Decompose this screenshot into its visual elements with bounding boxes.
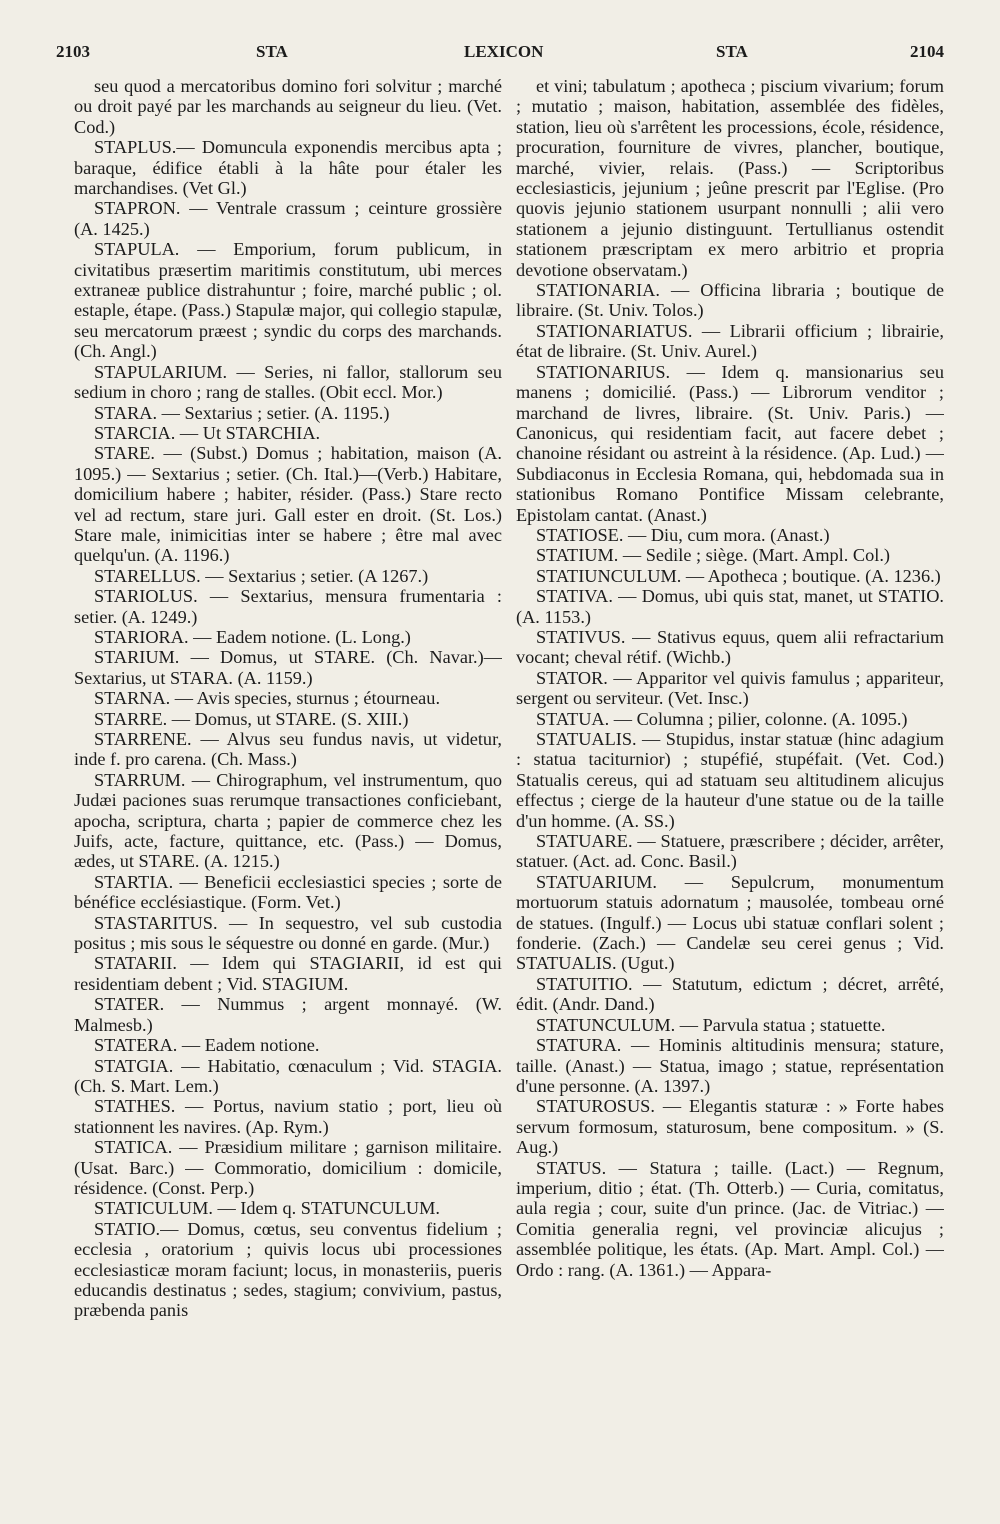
dictionary-entry: STATICULUM. — Idem q. STATUNCULUM.	[94, 1198, 440, 1219]
running-header	[56, 42, 944, 76]
dictionary-entry: STATARII. — Idem qui STAGIARII, id est qui residentiam debent ; Vid. STAGIUM.	[74, 953, 502, 994]
dictionary-entry: STARCIA. — Ut STARCHIA.	[94, 422, 321, 443]
dictionary-entry: STATURA. — Hominis altitudinis mensura; stature, taille. (Anast.) — Statua, imago ; statue, représentation d'une personne. (A. 1397.)	[516, 1035, 944, 1096]
dictionary-entry: STATGIA. — Habitatio, cœnaculum ; Vid. STAGIA. (Ch. S. Mart. Lem.)	[74, 1055, 502, 1096]
dictionary-entry: STATUARIUM. — Sepulcrum, monumentum mortuorum statuis adornatum ; mausolée, tombeau orné de statues. (Ingulf.) — Locus ubi statuæ conflari solent ; fonderie. (Zach.) — Candelæ seu cerei genus ; Vid. STATUALIS. (Ugut.)	[516, 871, 944, 974]
dictionary-entry: STATIVA. — Domus, ubi quis stat, manet, ut STATIO. (A. 1153.)	[516, 586, 944, 627]
dictionary-entry: STASTARITUS. — In sequestro, vel sub custodia positus ; mis sous le séquestre ou donné en garde. (Mur.)	[74, 912, 502, 954]
right-guide-word: STA	[716, 42, 748, 61]
right-column	[516, 76, 944, 1496]
dictionary-entry: STARRENE. — Alvus seu fundus navis, ut videtur, inde f. pro carena. (Ch. Mass.)	[74, 729, 502, 770]
dictionary-entry: STATICA. — Præsidium militare ; garnison militaire. (Usat. Barc.) — Commoratio, domicilium : domicile, résidence. (Const. Perp.)	[74, 1137, 502, 1198]
dictionary-entry: STATHES. — Portus, navium statio ; port, lieu où stationnent les navires. (Ap. Rym.)	[74, 1096, 502, 1137]
dictionary-entry: STATIONARIATUS. — Librarii officium ; librairie, état de libraire. (St. Univ. Aurel.)	[516, 320, 944, 362]
dictionary-entry: STAPRON. — Ventrale crassum ; ceinture grossière (A. 1425.)	[74, 198, 502, 239]
dictionary-entry: STATIUM. — Sedile ; siège. (Mart. Ampl. Col.)	[536, 545, 890, 566]
dictionary-entry: seu quod a mercatoribus domino fori solvitur ; marché ou droit payé par les marchands au seigneur du lieu. (Vet. Cod.)	[74, 76, 502, 137]
dictionary-entry: STATUNCULUM. — Parvula statua ; statuette.	[536, 1014, 886, 1035]
dictionary-entry: STATIO.— Domus, cœtus, seu conventus fidelium ; ecclesia , oratorium ; quivis locus ubi processiones ecclesiasticæ moram faciunt; locus, in monasteriis, pueris educandis destinatus ; sedes, stagium; convivium, pastus, præbenda panis	[74, 1218, 502, 1321]
dictionary-entry: STARTIA. — Beneficii ecclesiastici species ; sorte de bénéfice ecclésiastique. (Form. Vet.)	[74, 871, 502, 913]
dictionary-entry: STATIONARIA. — Officina libraria ; boutique de libraire. (St. Univ. Tolos.)	[516, 280, 944, 321]
dictionary-entry: STARE. — (Subst.) Domus ; habitation, maison (A. 1095.) — Sextarius ; setier. (Ch. Ital.)—(Verb.) Habitare, domicilium habere ; habiter, résider. (Pass.) Stare recto vel ad rectum, stare juri. Gall ester en droit. (St. Los.) Stare male, inimicitias inter se habere ; être mal avec quelqu'un. (A. 1196.)	[74, 443, 502, 566]
dictionary-entry: STARIOLUS. — Sextarius, mensura frumentaria : setier. (A. 1249.)	[74, 586, 502, 627]
left-column	[74, 76, 502, 1496]
dictionary-entry: STARRUM. — Chirographum, vel instrumentum, quo Judæi paciones suas rerumque transactiones conficiebant, apocha, scriptura, charta ; papier de commerce chez les Juifs, acte, facture, quittance, etc. (Pass.) — Domus, ædes, ut STARE. (A. 1215.)	[74, 769, 502, 872]
right-page-number: 2104	[910, 42, 944, 61]
dictionary-entry: STATERA. — Eadem notione.	[94, 1035, 320, 1056]
dictionary-entry: STATUITIO. — Statutum, edictum ; décret, arrêté, édit. (Andr. Dand.)	[516, 973, 944, 1015]
dictionary-entry: STATIONARIUS. — Idem q. mansionarius seu manens ; domicilié. (Pass.) — Librorum venditor ; marchand de livres, libraire. (St. Univ. Paris.) — Canonicus, qui residentiam facit, aut facere debet ; chanoine résidant ou astreint à la résidence. (Ap. Lud.) — Subdiaconus in Ecclesia Romana, qui, hebdomada sua in stationibus Romano Pontifice Missam celebrante, Epistolam cantat. (Anast.)	[516, 361, 944, 525]
dictionary-entry: STATUA. — Columna ; pilier, colonne. (A. 1095.)	[536, 708, 908, 729]
left-guide-word: STA	[256, 42, 288, 61]
dictionary-entry: STARELLUS. — Sextarius ; setier. (A 1267.)	[94, 565, 429, 586]
dictionary-entry: STATIOSE. — Diu, cum mora. (Anast.)	[536, 524, 830, 545]
dictionary-entry: STARIUM. — Domus, ut STARE. (Ch. Navar.)— Sextarius, ut STARA. (A. 1159.)	[74, 647, 502, 688]
dictionary-entry: STARA. — Sextarius ; setier. (A. 1195.)	[94, 402, 390, 423]
dictionary-entry: STATIUNCULUM. — Apotheca ; boutique. (A. 1236.)	[536, 565, 941, 586]
dictionary-entry: et vini; tabulatum ; apotheca ; piscium vivarium; forum ; mutatio ; maison, habitation, assemblée des fidèles, station, lieu où s'arrêtent les processions, école, résidence, procuration, fourniture de vivres, plancher, boutique, marché, vivier, relais. (Pass.) — Scriptoribus ecclesiasticis, jejunium ; jeûne prescrit par l'Eglise. (Pro quovis jejunio stationem usurpant nonnulli ; alii vero stationem a jejunio distinguunt. Tertullianus ostendit stationem præscriptam ex mero arbitrio et propria devotione observatam.)	[516, 76, 944, 280]
dictionary-entry: STARNA. — Avis species, sturnus ; étourneau.	[94, 688, 441, 709]
left-page-number: 2103	[56, 42, 90, 61]
dictionary-entry: STATER. — Nummus ; argent monnayé. (W. Malmesb.)	[74, 994, 502, 1035]
dictionary-entry: STARRE. — Domus, ut STARE. (S. XIII.)	[94, 708, 409, 729]
dictionary-entry: STAPULARIUM. — Series, ni fallor, stallorum seu sedium in choro ; rang de stalles. (Obit eccl. Mor.)	[74, 361, 502, 403]
dictionary-entry: STATOR. — Apparitor vel quivis famulus ; appariteur, sergent ou serviteur. (Vet. Insc.)	[516, 667, 944, 709]
dictionary-entry: STATUARE. — Statuere, præscribere ; décider, arrêter, statuer. (Act. ad. Conc. Basil.)	[516, 831, 944, 872]
dictionary-entry: STATUS. — Statura ; taille. (Lact.) — Regnum, imperium, ditio ; état. (Th. Otterb.) — Curia, comitatus, aula regia ; cour, suite d'un prince. (Jac. de Vitriac.) — Comitia generalia regni, vel provinciæ alicujus ; assemblée politique, les états. (Ap. Mart. Ampl. Col.) — Ordo : rang. (A. 1361.) — Appara-	[516, 1157, 944, 1280]
dictionary-entry: STATIVUS. — Stativus equus, quem alii refractarium vocant; cheval rétif. (Wichb.)	[516, 626, 944, 668]
lexicon-title: LEXICON	[464, 42, 544, 61]
dictionary-entry: STARIORA. — Eadem notione. (L. Long.)	[94, 626, 411, 647]
dictionary-entry: STAPULA. — Emporium, forum publicum, in civitatibus præsertim maritimis constitutum, ubi merces extraneæ publice distrahuntur ; foire, marché public ; ol. estaple, étape. (Pass.) Stapulæ major, qui collegio stapulæ, seu mercatorum præest ; syndic du corps des marchands. (Ch. Angl.)	[74, 239, 502, 362]
dictionary-entry: STAPLUS.— Domuncula exponendis mercibus apta ; baraque, édifice établi à la hâte pour étaler les marchandises. (Vet Gl.)	[74, 137, 502, 199]
dictionary-entry: STATUALIS. — Stupidus, instar statuæ (hinc adagium : statua taciturnior) ; stupéfié, stupéfait. (Vet. Cod.) Statualis cereus, qui ad statuam seu altitudinem alicujus effectus ; cierge de la hauteur d'une statue ou de la taille d'un homme. (A. SS.)	[516, 729, 944, 831]
dictionary-entry: STATUROSUS. — Elegantis staturæ : » Forte habes servum formosum, staturosum, bene compositum. » (S. Aug.)	[516, 1096, 944, 1158]
